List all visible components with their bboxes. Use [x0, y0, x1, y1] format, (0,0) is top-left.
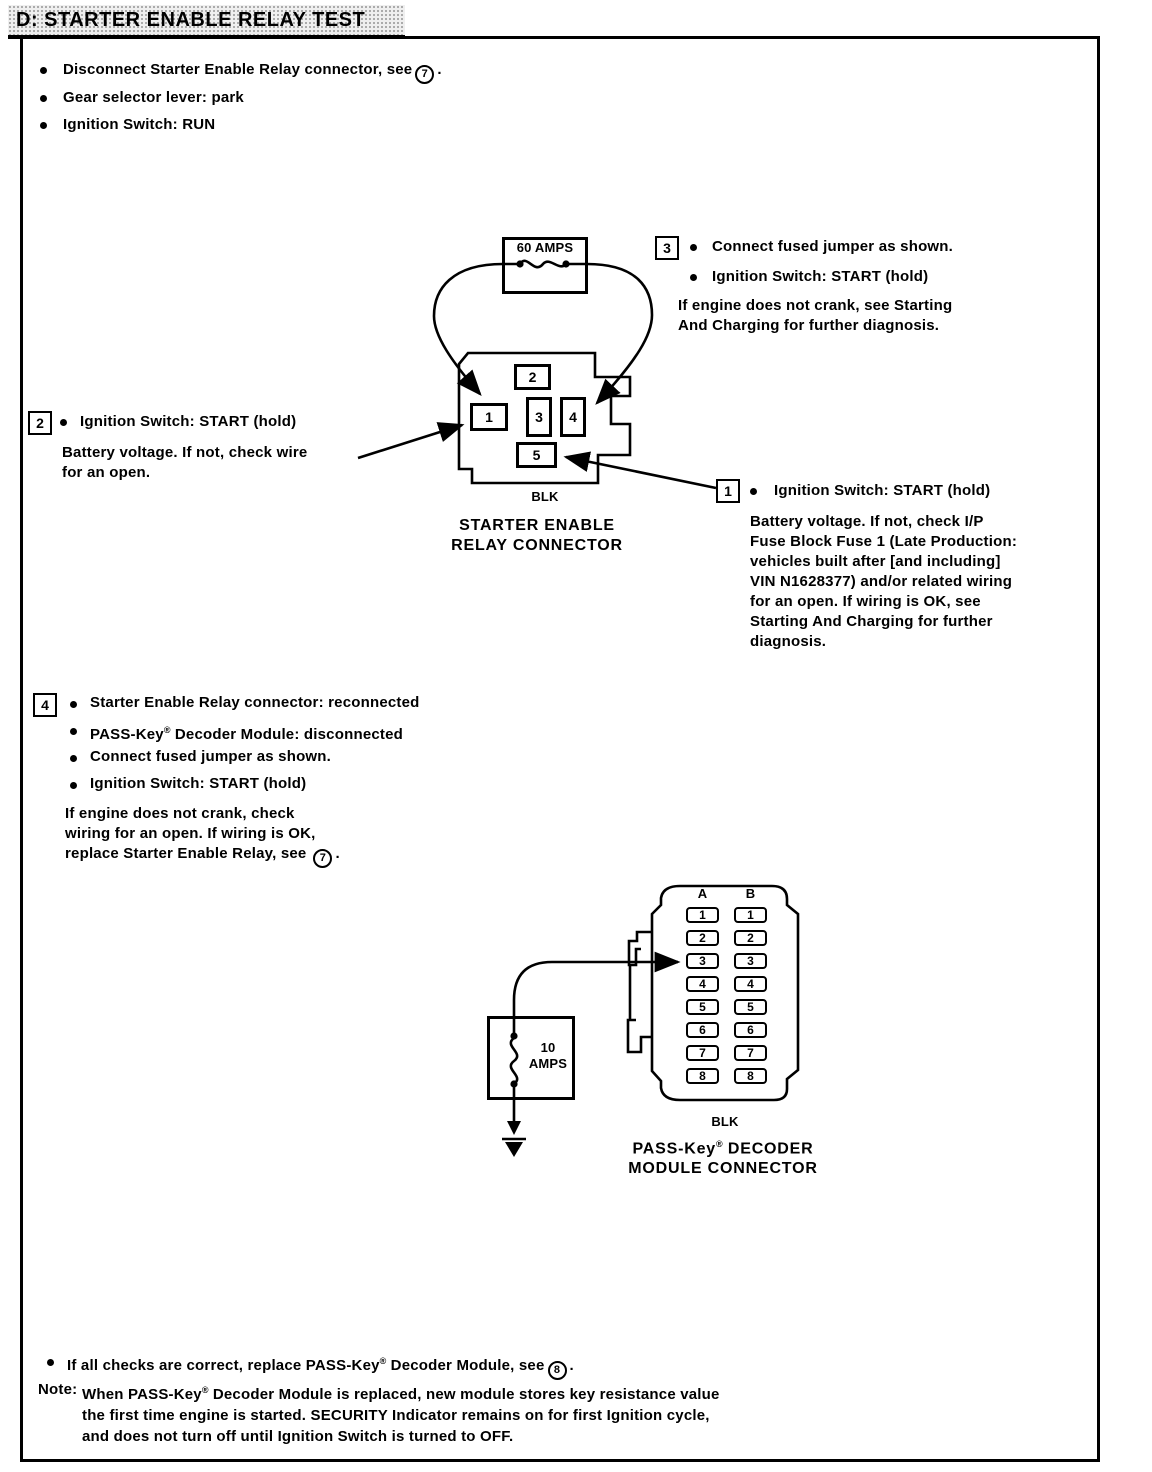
decoder-terminal-a4: 4 — [686, 976, 719, 992]
intro-bullet-3: Ignition Switch: RUN — [63, 116, 216, 133]
decoder-terminal-b7: 7 — [734, 1045, 767, 1061]
intro-bullet-1: Disconnect Starter Enable Relay connector, see 7 . — [63, 60, 442, 84]
relay-terminal-2: 2 — [514, 364, 551, 390]
arrow-step2-to-terminal1 — [358, 425, 462, 458]
footer-bullet: If all checks are correct, replace PASS-Key® Decoder Module, see 8 . — [67, 1351, 574, 1380]
decoder-terminal-a6: 6 — [686, 1022, 719, 1038]
decoder-terminal-b3: 3 — [734, 953, 767, 969]
step-2-bullet-1: Ignition Switch: START (hold) — [80, 413, 297, 430]
decoder-terminal-a5: 5 — [686, 999, 719, 1015]
relay-terminal-1: 1 — [470, 403, 508, 431]
footer-note-label: Note: — [38, 1381, 78, 1398]
decoder-column-b-header: B — [745, 886, 756, 901]
registered-mark: ® — [715, 1139, 723, 1149]
circled-ref-8: 8 — [548, 1361, 567, 1380]
decoder-terminal-b4: 4 — [734, 976, 767, 992]
decoder-keying-upper — [629, 932, 652, 965]
decoder-column-a-header: A — [697, 886, 708, 901]
decoder-terminal-b5: 5 — [734, 999, 767, 1015]
footer-note: When PASS-Key® Decoder Module is replaced, new module stores key resistance value the first time engine is started. SECURITY Indicator remains on for first Ignition cycle, and does not turn off until Ignition Switch is turned to OFF. — [82, 1385, 720, 1445]
step-3-bullet-1: Connect fused jumper as shown. — [712, 238, 954, 255]
fuse-10a-label: 10 AMPS — [528, 1040, 568, 1071]
bullet-dot — [70, 782, 77, 789]
step-1-bullet-1: Ignition Switch: START (hold) — [774, 482, 991, 499]
step-4-bullet-4: Ignition Switch: START (hold) — [90, 775, 307, 792]
bullet-dot — [690, 244, 697, 251]
step-3-number: 3 — [655, 236, 679, 260]
step-3-bullet-2: Ignition Switch: START (hold) — [712, 268, 929, 285]
decoder-terminal-a8: 8 — [686, 1068, 719, 1084]
intro-bullet-2: Gear selector lever: park — [63, 89, 244, 106]
bullet-dot — [690, 274, 697, 281]
step-4-note: If engine does not crank, check wiring for an open. If wiring is OK, replace Starter Enable Relay, see 7 . — [65, 804, 340, 868]
decoder-terminal-a3: 3 — [686, 953, 719, 969]
page-title: D: STARTER ENABLE RELAY TEST — [8, 5, 405, 39]
decoder-terminal-a2: 2 — [686, 930, 719, 946]
jumper-wire-right — [587, 264, 652, 403]
step-2-note: Battery voltage. If not, check wire for an open. — [62, 444, 308, 481]
step-4-bullet-3: Connect fused jumper as shown. — [90, 748, 332, 765]
step-4-number: 4 — [33, 693, 57, 717]
relay-terminal-3: 3 — [526, 397, 552, 437]
ground-arrowhead — [507, 1121, 521, 1135]
bullet-dot — [70, 728, 77, 735]
step-2-number: 2 — [28, 411, 52, 435]
decoder-wire-color: BLK — [711, 1114, 739, 1129]
decoder-terminal-a7: 7 — [686, 1045, 719, 1061]
decoder-terminal-a1: 1 — [686, 907, 719, 923]
bullet-dot — [750, 488, 757, 495]
registered-mark: ® — [379, 1356, 387, 1366]
jumper-wire-left — [434, 264, 503, 394]
decoder-connector-outline — [652, 886, 798, 1100]
relay-connector-caption: STARTER ENABLE RELAY CONNECTOR — [451, 517, 623, 554]
step-1-number: 1 — [716, 479, 740, 503]
step-3-note: If engine does not crank, see Starting And Charging for further diagnosis. — [678, 297, 953, 334]
step-4-bullet-1: Starter Enable Relay connector: reconnected — [90, 694, 420, 711]
fuse-60a-label: 60 AMPS — [516, 240, 574, 255]
step-4-bullet-2: PASS-Key® Decoder Module: disconnected — [90, 725, 403, 743]
decoder-keying-lower — [628, 1020, 652, 1052]
registered-mark: ® — [163, 725, 171, 735]
relay-terminal-4: 4 — [560, 397, 586, 437]
relay-wire-color: BLK — [531, 489, 559, 504]
ground-symbol — [505, 1142, 523, 1157]
bullet-dot — [70, 701, 77, 708]
bullet-dot — [70, 755, 77, 762]
decoder-terminal-b6: 6 — [734, 1022, 767, 1038]
registered-mark: ® — [201, 1385, 209, 1395]
step-1-note: Battery voltage. If not, check I/P Fuse Block Fuse 1 (Late Production: vehicles built after [and including] VIN N1628377) and/or related wiring for an open. If wiring is OK, see Starting And Charging for further diagnosis. — [750, 513, 1018, 650]
decoder-terminal-b1: 1 — [734, 907, 767, 923]
circled-ref-7: 7 — [415, 65, 434, 84]
decoder-connector-caption: PASS-Key® DECODER MODULE CONNECTOR — [628, 1139, 818, 1178]
circled-ref-7: 7 — [313, 849, 332, 868]
relay-terminal-5: 5 — [516, 442, 557, 468]
decoder-terminal-b2: 2 — [734, 930, 767, 946]
decoder-terminal-b8: 8 — [734, 1068, 767, 1084]
bullet-dot — [47, 1359, 54, 1366]
bullet-dot — [60, 419, 67, 426]
